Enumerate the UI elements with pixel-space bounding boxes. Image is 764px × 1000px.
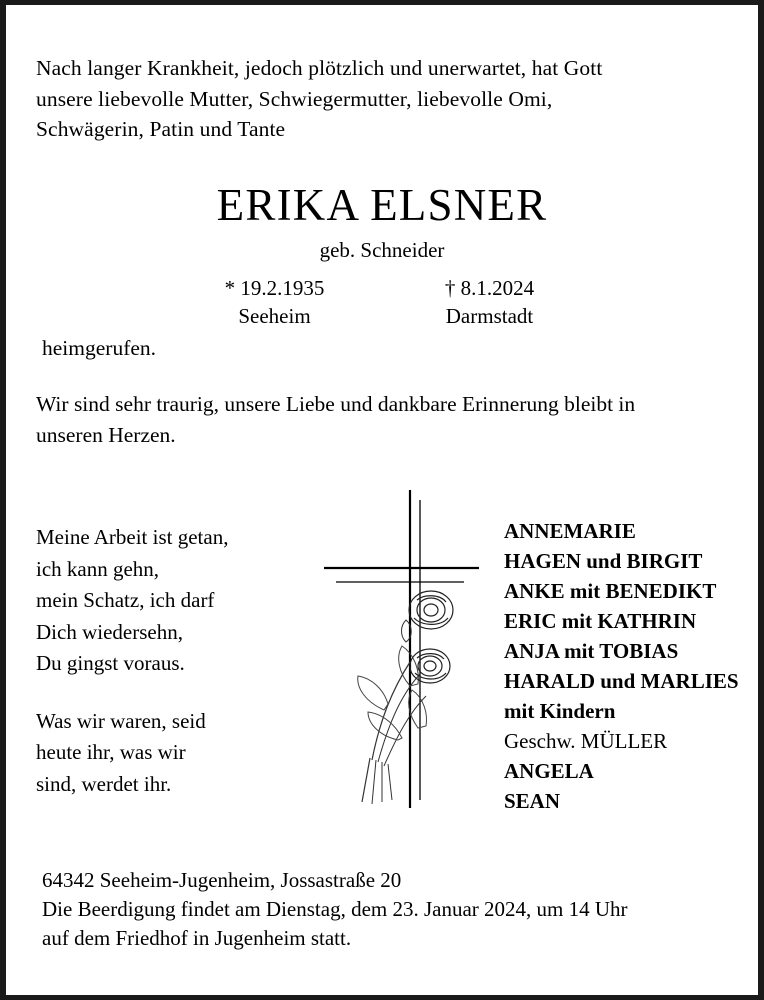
poem-line: mein Schatz, ich darf xyxy=(36,588,215,613)
family-line-text: HARALD und MARLIES xyxy=(504,668,739,693)
death-date: † 8.1.2024 xyxy=(444,275,535,300)
family-line-text: SEAN xyxy=(504,788,561,813)
birth-block xyxy=(167,274,382,331)
family-line xyxy=(504,698,764,726)
family-line-text: mit Kindern xyxy=(504,698,616,723)
death-block xyxy=(382,274,597,331)
family-line-text: HAGEN und BIRGIT xyxy=(504,549,703,574)
funeral-line-1: Die Beerdigung findet am Dienstag, dem 23. Januar 2024, um 14 Uhr xyxy=(42,897,628,922)
intro-line-2: unsere liebevolle Mutter, Schwiegermutter, liebevolle Omi, xyxy=(36,86,553,111)
poem-line: Dich wiedersehn, xyxy=(36,619,183,644)
family-line-text: ANGELA xyxy=(504,758,594,783)
after-dates-text: heimgerufen. xyxy=(42,336,157,361)
cross-with-roses-icon xyxy=(314,490,484,820)
poem-line: sind, werdet ihr. xyxy=(36,771,172,796)
life-dates xyxy=(36,274,728,331)
deceased-name: ERIKA ELSNER xyxy=(216,179,548,230)
grief-line-1: Wir sind sehr traurig, unsere Liebe und dankbare Erinnerung bleibt in xyxy=(36,392,636,417)
intro-line-1: Nach langer Krankheit, jedoch plötzlich und unerwartet, hat Gott xyxy=(36,56,603,80)
poem-line: heute ihr, was wir xyxy=(36,740,186,765)
grief-paragraph xyxy=(36,389,728,450)
family-line xyxy=(504,728,764,756)
birth-date: * 19.2.1935 xyxy=(224,275,325,300)
poem-line: ich kann gehn, xyxy=(36,556,160,581)
poem-stanza-1 xyxy=(36,522,286,680)
border-right xyxy=(758,0,764,1000)
family-line xyxy=(504,608,764,636)
poem-line: Du gingst voraus. xyxy=(36,651,185,676)
family-line-text: ANNEMARIE xyxy=(504,519,636,544)
intro-line-3: Schwägerin, Patin und Tante xyxy=(36,117,286,142)
middle-section xyxy=(36,490,739,820)
family-line xyxy=(504,638,764,666)
family-line xyxy=(504,758,764,786)
death-place: Darmstadt xyxy=(445,303,534,328)
grief-line-2: unseren Herzen. xyxy=(36,422,176,447)
family-line-text: Geschw. MÜLLER xyxy=(504,728,668,753)
birth-place: Seeheim xyxy=(238,303,311,328)
obituary-content xyxy=(6,5,758,995)
family-line xyxy=(504,578,764,606)
maiden-name: geb. Schneider xyxy=(319,237,445,262)
poem-stanza-2 xyxy=(36,706,286,801)
family-line-text: ANJA mit TOBIAS xyxy=(504,638,679,663)
poem-line: Meine Arbeit ist getan, xyxy=(36,525,229,550)
border-bottom xyxy=(0,995,764,1000)
family-line xyxy=(504,788,764,816)
family-line-text: ANKE mit BENEDIKT xyxy=(504,579,717,604)
funeral-details xyxy=(42,866,728,953)
family-line xyxy=(504,548,764,576)
family-line-text: ERIC mit KATHRIN xyxy=(504,609,697,634)
address-line: 64342 Seeheim-Jugenheim, Jossastraße 20 xyxy=(42,868,402,893)
family-line xyxy=(504,518,764,546)
intro-paragraph xyxy=(36,53,728,145)
family-line xyxy=(504,668,764,696)
poem-line: Was wir waren, seid xyxy=(36,708,206,733)
family-list xyxy=(504,518,764,817)
funeral-line-2: auf dem Friedhof in Jugenheim statt. xyxy=(42,926,352,951)
poem-block xyxy=(36,522,286,800)
